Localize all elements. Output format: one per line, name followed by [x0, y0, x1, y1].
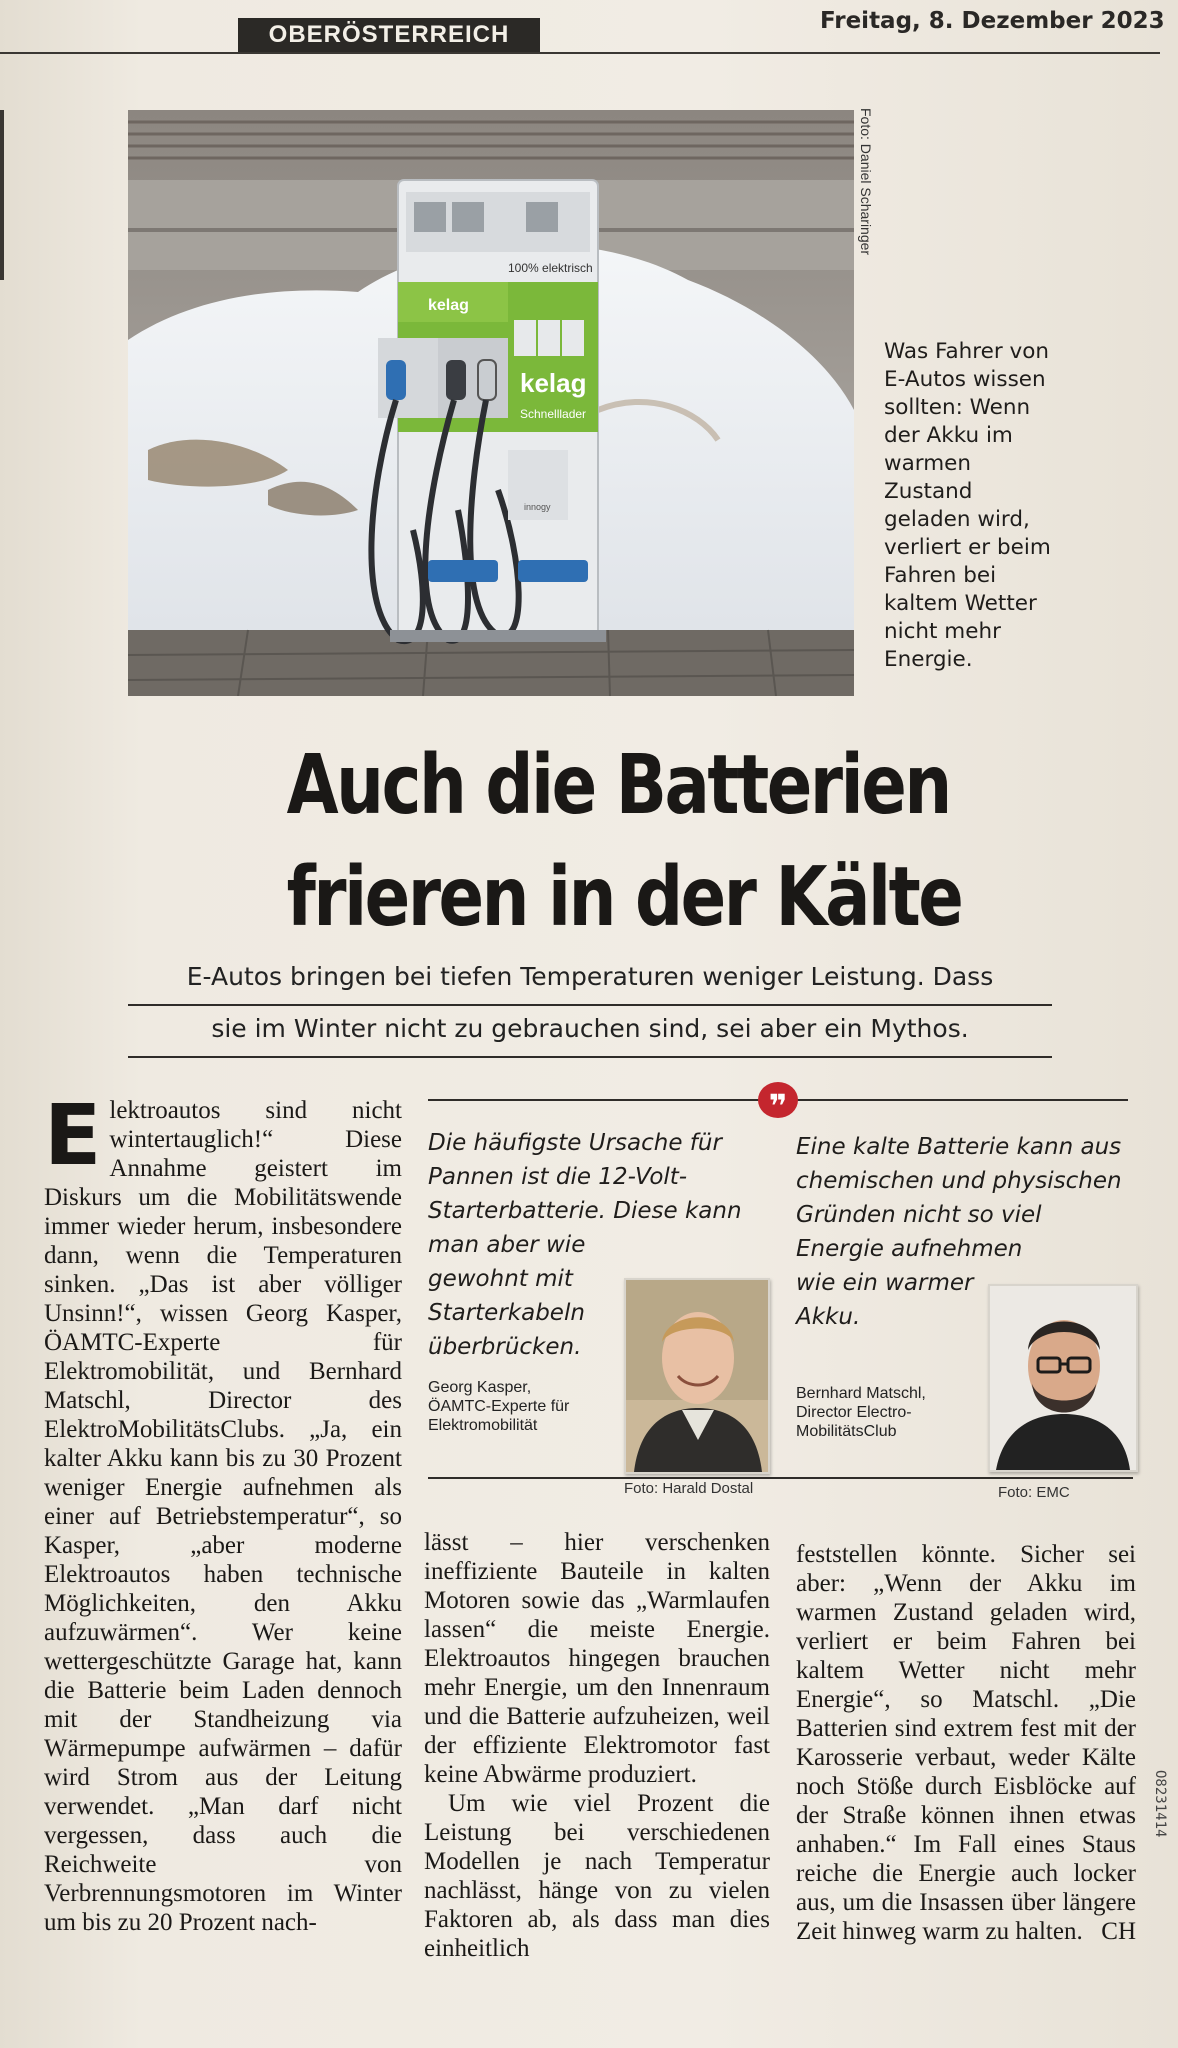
person-kasper-name: Georg Kasper, — [428, 1379, 532, 1396]
quote-box-rule-bottom — [428, 1477, 1133, 1479]
portrait-kasper — [624, 1278, 770, 1474]
article-column-3 — [796, 1540, 1136, 1946]
quote-matschl-part1: Eine kalte Batterie kann aus chemischen und physischen Gründen nicht so viel Energie aufnehmen — [796, 1134, 1122, 1262]
article-column-3-body: feststellen könnte. Sicher sei aber: „Wenn der Akku im warmen Zustand geladen wird, verliert er beim Fahren bei kaltem Wetter nicht mehr Energie“, so Matschl. „Die Batterien sind extrem fest mit der Karosserie verbaut, weder Kälte noch Stöße durch Eisblöcke auf der Straße können ihnen etwas anhaben.“ Im Fall eines Staus reiche die Energie auch locker aus, um die Insassen über längere Zeit hinweg warm zu halten. — [796, 1541, 1136, 1945]
person-matschl-role: Director Electro-MobilitätsClub — [796, 1404, 912, 1440]
headline-line-1: Auch die Batterien — [286, 738, 950, 833]
portrait-matschl — [988, 1284, 1138, 1472]
portrait-matschl-credit: Foto: EMC — [998, 1484, 1070, 1501]
article-column-2-p1: lässt – hier verschenken ineffiziente Bauteile in kalten Motoren sowie das „Warmlaufen lassen“ die meiste Energie. Elektroautos hingegen brauchen mehr Energie, um den Innenraum und die Batterie aufzuheizen, weil der effiziente Elektromotor fast keine Abwärme produziert. — [424, 1529, 770, 1788]
page-edge — [0, 110, 4, 280]
station-brand: kelag — [520, 368, 587, 398]
charging-station-photo — [128, 110, 854, 696]
person-kasper-role: ÖAMTC-Experte für Elektromobilität — [428, 1398, 570, 1434]
quote-kasper-part2: gewohnt mit Starterkabeln überbrücken. — [428, 1266, 585, 1360]
article-column-2 — [424, 1528, 770, 1963]
deck-line-2: sie im Winter nicht zu gebrauchen sind, sei aber ein Mythos. — [128, 1006, 1052, 1058]
drop-cap: E — [44, 1086, 102, 1184]
article-column-3-text — [796, 1540, 1136, 1946]
header-rule — [0, 52, 1160, 54]
issue-date: Freitag, 8. Dezember 2023 — [820, 8, 1165, 34]
svg-text:innogy: innogy — [524, 502, 551, 512]
person-kasper — [428, 1378, 628, 1435]
article-column-1 — [44, 1086, 402, 1937]
headline — [286, 730, 962, 954]
headline-line-2: frieren in der Kälte — [286, 850, 962, 945]
deck — [128, 954, 1052, 1058]
article-column-2-p2: Um wie viel Prozent die Leistung bei verschiedenen Modellen je nach Temperatur nachlässt, hänge von zu vielen Faktoren ab, als dass man dies einheitlich — [424, 1790, 770, 1962]
person-matschl — [796, 1384, 996, 1441]
deck-line-1: E-Autos bringen bei tiefen Temperaturen weniger Leistung. Dass — [128, 954, 1052, 1006]
photo-caption: Was Fahrer von E-Autos wissen sollten: Wenn der Akku im warmen Zustand geladen wird, verliert er beim Fahren bei kaltem Wetter nicht mehr Energie. — [884, 339, 1051, 672]
quote-mark-icon: ❞ — [758, 1082, 798, 1118]
station-top-text: 100% elektrisch — [508, 261, 593, 275]
article-column-1-text: lektroautos sind nicht wintertauglich!“ Diese Annahme geistert im Diskurs um die Mobilitätswende immer wieder herum, insbesondere dann, wenn die Temperaturen sinken. „Das ist aber völliger Unsinn!“, wissen Georg Kasper, ÖAMTC-Experte für Elektromobilität, und Bernhard Matschl, Director des ElektroMobilitätsClubs. „Ja, ein kalter Akku kann bis zu 30 Prozent weniger Energie aufnehmen als einer auf Betriebstemperatur“, so Kasper, „aber moderne Elektroautos haben technische Möglichkeiten, den Akku aufzuwärmen“. Wer keine wettergeschützte Garage hat, kann die Batterie beim Laden dennoch mit der Standheizung via Wärmepumpe aufwärmen – dafür wird Strom aus der Leitung verwendet. „Man darf nicht vergessen, dass auch die Reichweite von Verbrennungsmotoren im Winter um bis zu 20 Prozent nach- — [44, 1097, 402, 1936]
section-label: OBERÖSTERREICH — [238, 18, 540, 52]
author-initials: CH — [1101, 1918, 1136, 1945]
person-matschl-name: Bernhard Matschl, — [796, 1385, 926, 1402]
portrait-kasper-credit: Foto: Harald Dostal — [624, 1480, 754, 1497]
margin-code: O8231414 — [1152, 1770, 1168, 1838]
svg-text:kelag: kelag — [428, 297, 469, 314]
quote-kasper-part1: Die häufigste Ursache für Pannen ist die 12-Volt-Starterbatterie. Diese kann man aber wie — [428, 1130, 742, 1258]
quote-matschl-part2: wie ein warmer Akku. — [796, 1270, 974, 1330]
station-subtitle: Schnelllader — [520, 407, 587, 421]
photo-credit: Foto: Daniel Scharinger — [858, 108, 874, 256]
